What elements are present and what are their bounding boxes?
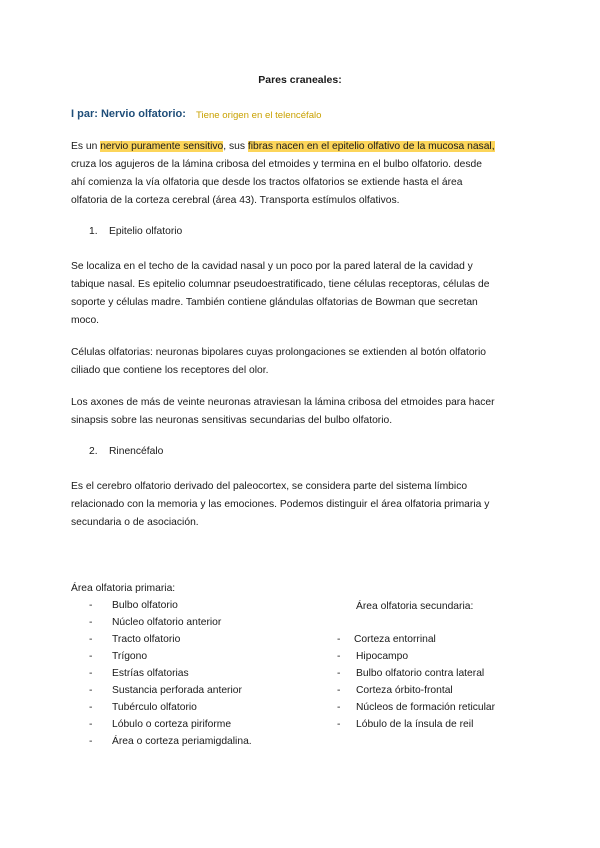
paragraph-line: secundaria o de asociación. (71, 517, 199, 528)
list-item (89, 648, 319, 665)
list-item (89, 733, 319, 750)
list-item-text: Bulbo olfatorio contra lateral (356, 668, 485, 679)
intro-line-1 (71, 138, 528, 156)
list-item (89, 614, 319, 631)
section-heading: I par: Nervio olfatorio: (71, 108, 186, 120)
bullet-dash: - (89, 600, 93, 611)
intro-line-2: cruza los agujeros de la lámina cribosa del etmoides y termina en el bulbo olfatorio. desde (71, 159, 482, 170)
list-item (337, 699, 557, 716)
intro-line-4: olfatoria de la corteza cerebral (área 43). Transporta estímulos olfativos. (71, 195, 400, 206)
intro-paragraph (71, 138, 528, 210)
primary-area-label: Área olfatoria primaria: (71, 583, 176, 594)
list-item (89, 716, 319, 733)
rinencefalo-paragraph (71, 478, 528, 532)
list-item (89, 699, 319, 716)
epitelio-paragraph (71, 258, 528, 330)
intro-line-3: ahí comienza la vía olfatoria que desde los tractos olfatorios se extiende hasta el área (71, 177, 463, 188)
intro-prefix: Es un (71, 141, 101, 152)
list-item-text: Sustancia perforada anterior (112, 685, 242, 696)
bullet-dash: - (89, 702, 93, 713)
bullet-dash: - (89, 617, 93, 628)
list-item (337, 648, 557, 665)
paragraph-line: Se localiza en el techo de la cavidad nasal y un poco por la pared lateral de la cavidad y (71, 261, 473, 272)
page-title: Pares craneales: (258, 74, 342, 86)
list-item-text: Lóbulo de la ínsula de reil (356, 719, 474, 730)
paragraph-line: relacionado con la memoria y las emociones. Podemos distinguir el área olfatoria primaria y (71, 499, 490, 510)
list-item-text: Bulbo olfatorio (112, 600, 178, 611)
item-1-number: 1. (89, 226, 98, 237)
item-2-number: 2. (89, 446, 98, 457)
secondary-area-label: Área olfatoria secundaria: (356, 601, 474, 612)
list-item (337, 716, 557, 733)
list-item-text: Núcleo olfatorio anterior (112, 617, 222, 628)
intro-mid: , sus (223, 141, 248, 152)
bullet-dash: - (337, 634, 341, 645)
highlight-nervio-sensitivo: nervio puramente sensitivo (100, 141, 224, 152)
list-item-text: Núcleos de formación reticular (356, 702, 496, 713)
list-item (89, 631, 319, 648)
celulas-paragraph (71, 344, 528, 380)
list-item-text: Tubérculo olfatorio (112, 702, 197, 713)
bullet-dash: - (337, 651, 341, 662)
bullet-dash: - (89, 719, 93, 730)
paragraph-line: Es el cerebro olfatorio derivado del paleocortex, se considera parte del sistema límbico (71, 481, 468, 492)
bullet-dash: - (89, 651, 93, 662)
item-2-label: Rinencéfalo (109, 446, 164, 457)
list-item (89, 682, 319, 699)
paragraph-line: moco. (71, 315, 100, 326)
bullet-dash: - (337, 702, 341, 713)
list-item-text: Lóbulo o corteza piriforme (112, 719, 232, 730)
secondary-area-list (337, 631, 557, 733)
list-item-text: Corteza órbito-frontal (356, 685, 453, 696)
list-item (89, 597, 319, 614)
paragraph-line: ciliado que contiene los receptores del olor. (71, 365, 269, 376)
list-item-text: Tracto olfatorio (112, 634, 181, 645)
heading-note: Tiene origen en el telencéfalo (196, 110, 322, 121)
bullet-dash: - (89, 668, 93, 679)
list-item-text: Estrías olfatorias (112, 668, 189, 679)
list-item-text: Área o corteza periamigdalina. (112, 736, 252, 747)
paragraph-line: tabique nasal. Es epitelio columnar pseudoestratificado, tiene células receptoras, células de (71, 279, 490, 290)
list-item (337, 665, 557, 682)
highlight-fibras: fibras nacen en el epitelio olfativo de la mucosa nasal, (247, 141, 495, 152)
paragraph-line: sinapsis sobre las neuronas sensitivas secundarias del bulbo olfatorio. (71, 415, 393, 426)
list-item (337, 631, 557, 648)
primary-area-list (89, 597, 319, 750)
list-item (337, 682, 557, 699)
list-item-text: Trígono (112, 651, 148, 662)
list-item (89, 665, 319, 682)
bullet-dash: - (89, 685, 93, 696)
item-1-label: Epitelio olfatorio (109, 226, 183, 237)
bullet-dash: - (89, 634, 93, 645)
list-item-text: Corteza entorrinal (354, 634, 436, 645)
paragraph-line: Células olfatorias: neuronas bipolares cuyas prolongaciones se extienden al botón olfatorio (71, 347, 486, 358)
bullet-dash: - (337, 668, 341, 679)
bullet-dash: - (89, 736, 93, 747)
bullet-dash: - (337, 719, 341, 730)
list-item-text: Hipocampo (356, 651, 409, 662)
bullet-dash: - (337, 685, 341, 696)
paragraph-line: soporte y células madre. También contiene glándulas olfatorias de Bowman que secretan (71, 297, 478, 308)
paragraph-line: Los axones de más de veinte neuronas atraviesan la lámina cribosa del etmoides para hacer (71, 397, 495, 408)
axones-paragraph (71, 394, 528, 430)
